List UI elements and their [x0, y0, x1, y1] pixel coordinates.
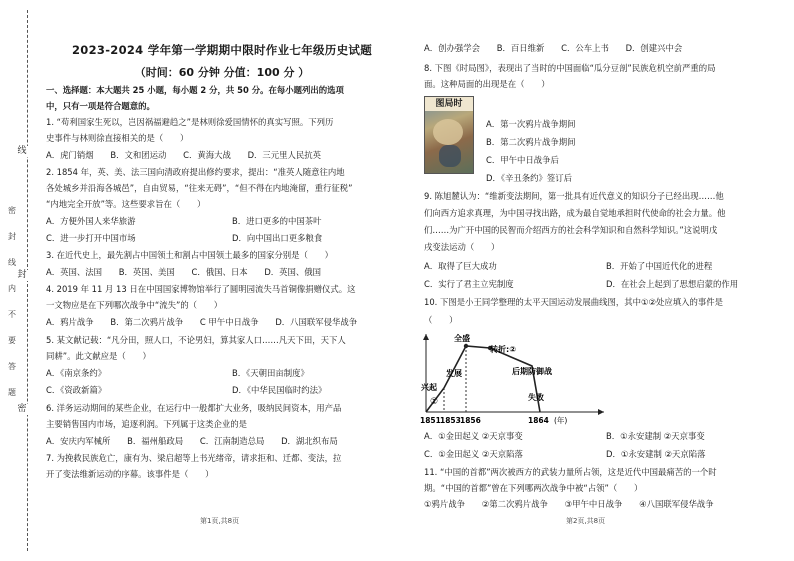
q11-stem-1: 11. “中国的首都”两次被西方的武装力量所占领，这是近代中国最痛苦的一个时	[424, 467, 717, 477]
q6-stem-2: 主要销售国内市场，追逐利润。下列属于这类企业的是	[46, 419, 247, 429]
q1-stem-1: 1. “苟利国家生死以，岂因祸福避趋之”是林则徐爱国情怀的真实写照。下列历	[46, 117, 334, 127]
y-axis-arrow	[423, 334, 429, 340]
tick-1864: 1864	[528, 416, 549, 425]
binding-note-5: 不	[8, 310, 16, 319]
binding-note-2: 封	[8, 232, 16, 241]
x-axis-unit: (年)	[554, 416, 568, 425]
q8-option-d: D．《辛丑条约》签订后	[486, 173, 573, 183]
q5-option-d: D．《中华民国临时约法》	[232, 385, 327, 395]
q5-option-a: A．《南京条约》	[46, 368, 107, 378]
q4-options: A．鸦片战争 B．第二次鸦片战争 C 甲午中日战争 D．八国联军侵华战争	[46, 317, 358, 327]
shiju-tu-title: 图局时	[425, 97, 473, 111]
section-heading-line-2: 中，只有一项是符合题意的。	[46, 101, 155, 111]
q4-stem-1: 4. 2019 年 11 月 13 日在中国国家博物馆举行了圆明园流失马首铜像捐赠仪式。这	[46, 284, 356, 294]
q2-option-c: C．进一步打开中国市场	[46, 233, 136, 243]
page-number-right: 第2页,共8页	[566, 517, 606, 525]
q2-option-a: A．方便外国人来华旅游	[46, 216, 136, 226]
poster-shape	[439, 145, 461, 167]
q11-stem-2: 期。“中国的首都”曾在下列哪两次战争中被“占领”（ ）	[424, 483, 643, 493]
q8-option-a: A．第一次鸦片战争期间	[486, 119, 576, 129]
binding-mark-feng: 封	[17, 270, 27, 280]
binding-mark-mi: 密	[17, 404, 27, 414]
q7-stem-2: 开了变法维新运动的序幕。该事件是（ ）	[46, 469, 214, 479]
q2-option-d: D．向中国出口更多粮食	[232, 233, 323, 243]
binding-note-4: 内	[8, 284, 16, 293]
q9-option-d: D．在社会上起到了思想启蒙的作用	[606, 279, 739, 289]
tick-1853: 1853	[440, 416, 461, 425]
label-rise: 兴起	[421, 383, 437, 392]
binding-mark-xian: 线	[17, 146, 27, 156]
q8-stem-1: 8. 下图《时局图》，表现出了当时的中国面临“瓜分豆剖”民族危机空前严重的局	[424, 63, 716, 73]
exam-subtitle: （时间：60 分钟 分值：100 分 ）	[134, 66, 310, 79]
q7-stem-1: 7. 为挽救民族危亡，康有为、梁启超等上书光绪帝，请求拒和、迁都、变法，拉	[46, 453, 342, 463]
binding-note-7: 答	[8, 362, 16, 371]
peak-point	[464, 344, 468, 348]
label-failure: 失败	[528, 393, 544, 402]
q9-option-c: C．实行了君主立宪制度	[424, 279, 514, 289]
q10-stem-2: （ ）	[424, 315, 458, 325]
q3-stem: 3. 在近代史上，最先割占中国领土和割占中国领土最多的国家分别是（ ）	[46, 250, 334, 260]
q9-option-b: B．开始了中国近代化的进程	[606, 261, 713, 271]
q5-stem-2: 同耕”。此文献应是（ ）	[46, 351, 151, 361]
q6-options: A．安庆内军械所 B．福州船政局 C．江南制造总局 D．湖北织布局	[46, 436, 338, 446]
q8-stem-2: 面。这种局面的出现是在（ ）	[424, 79, 550, 89]
q9-stem-2: 们向西方追求真理，为中国寻找出路，成为最自觉地承担时代使命的社会力量。他	[424, 208, 726, 218]
q5-option-c: C．《资政新篇》	[46, 385, 107, 395]
development-curve	[426, 346, 540, 412]
binding-note-8: 题	[8, 388, 16, 397]
label-turning: 转折:②	[490, 345, 516, 354]
q4-stem-2: 一文物应是在下列哪次战争中“流失”的（ ）	[46, 300, 223, 310]
q2-stem-3: “内地完全开放”等。这些要求旨在（ ）	[46, 199, 206, 209]
q11-options: ①鸦片战争 ②第二次鸦片战争 ③甲午中日战争 ④八国联军侵华战争	[424, 499, 714, 509]
binding-note-1: 密	[8, 206, 16, 215]
q1-options: A．虎门销烟 B．文和团运动 C．黄海大战 D．三元里人民抗英	[46, 150, 322, 160]
binding-note-3: 线	[8, 258, 16, 267]
exam-title: 2023-2024 学年第一学期期中限时作业七年级历史试题	[72, 43, 372, 57]
taiping-curve-diagram	[420, 328, 610, 426]
q5-stem-1: 5. 某文献记载：“凡分田，照人口，不论男妇，算其家人口……凡天下田，天下人	[46, 335, 346, 345]
tick-1851: 1851	[420, 416, 441, 425]
q8-option-b: B．第二次鸦片战争期间	[486, 137, 576, 147]
shiju-tu-image	[424, 96, 474, 174]
q1-stem-2: 史事件与林则徐直接相关的是（ ）	[46, 133, 189, 143]
q5-option-b: B．《天朝田亩制度》	[232, 368, 309, 378]
label-marker-1: ①	[430, 397, 439, 407]
page-number-left: 第1页,共8页	[200, 517, 240, 525]
q10-stem-1: 10. 下图是小王同学整理的太平天国运动发展曲线图，其中①②处应填入的事件是	[424, 297, 723, 307]
q7-options: A．创办强学会 B．百日维新 C．公车上书 D．创建兴中会	[424, 43, 683, 53]
q2-stem-1: 2. 1854 年，英、美、法三国向清政府提出修约要求，提出：“准英人随意往内地	[46, 167, 345, 177]
label-peak: 全盛	[454, 334, 470, 343]
q10-option-a: A．①金田起义 ②天京事变	[424, 431, 523, 441]
tick-1856: 1856	[460, 416, 481, 425]
q9-stem-4: 戌变法运动（ ）	[424, 242, 500, 252]
q10-option-c: C．①金田起义 ②天京陷落	[424, 449, 523, 459]
poster-shape	[433, 119, 463, 145]
q9-option-a: A．取得了巨大成功	[424, 261, 497, 271]
label-develop: 发展	[446, 369, 462, 378]
q9-stem-1: 9. 陈旭麓认为：“维新变法期间，第一批具有近代意义的知识分子已经出现……他	[424, 191, 724, 201]
q2-option-b: B．进口更多的中国茶叶	[232, 216, 322, 226]
q10-option-d: D．①永安建制 ②天京陷落	[606, 449, 706, 459]
binding-note-6: 要	[8, 336, 16, 345]
q6-stem-1: 6. 洋务运动期间的某些企业，在运行中一般都扩大业务，吸纳民间资本，用产品	[46, 403, 342, 413]
label-late-defense: 后期防御战	[512, 367, 552, 376]
q8-option-c: C．甲午中日战争后	[486, 155, 559, 165]
x-axis-arrow	[598, 409, 604, 415]
q3-options: A．英国、法国 B．英国、美国 C．俄国、日本 D．英国、俄国	[46, 267, 322, 277]
section-heading-line-1: 一、选择题：本大题共 25 小题，每小题 2 分，共 50 分。在每小题列出的选项	[46, 85, 344, 95]
q2-stem-2: 各处城乡并沿海各城邑”，自由贸易，“往来无碍”，“但不得在内地淹留，重行征税”	[46, 183, 353, 193]
q10-option-b: B．①永安建制 ②天京事变	[606, 431, 705, 441]
q9-stem-3: 们……为广开中国的民智而介绍西方的社会科学知识和自然科学知识。”这说明戊	[424, 225, 718, 235]
